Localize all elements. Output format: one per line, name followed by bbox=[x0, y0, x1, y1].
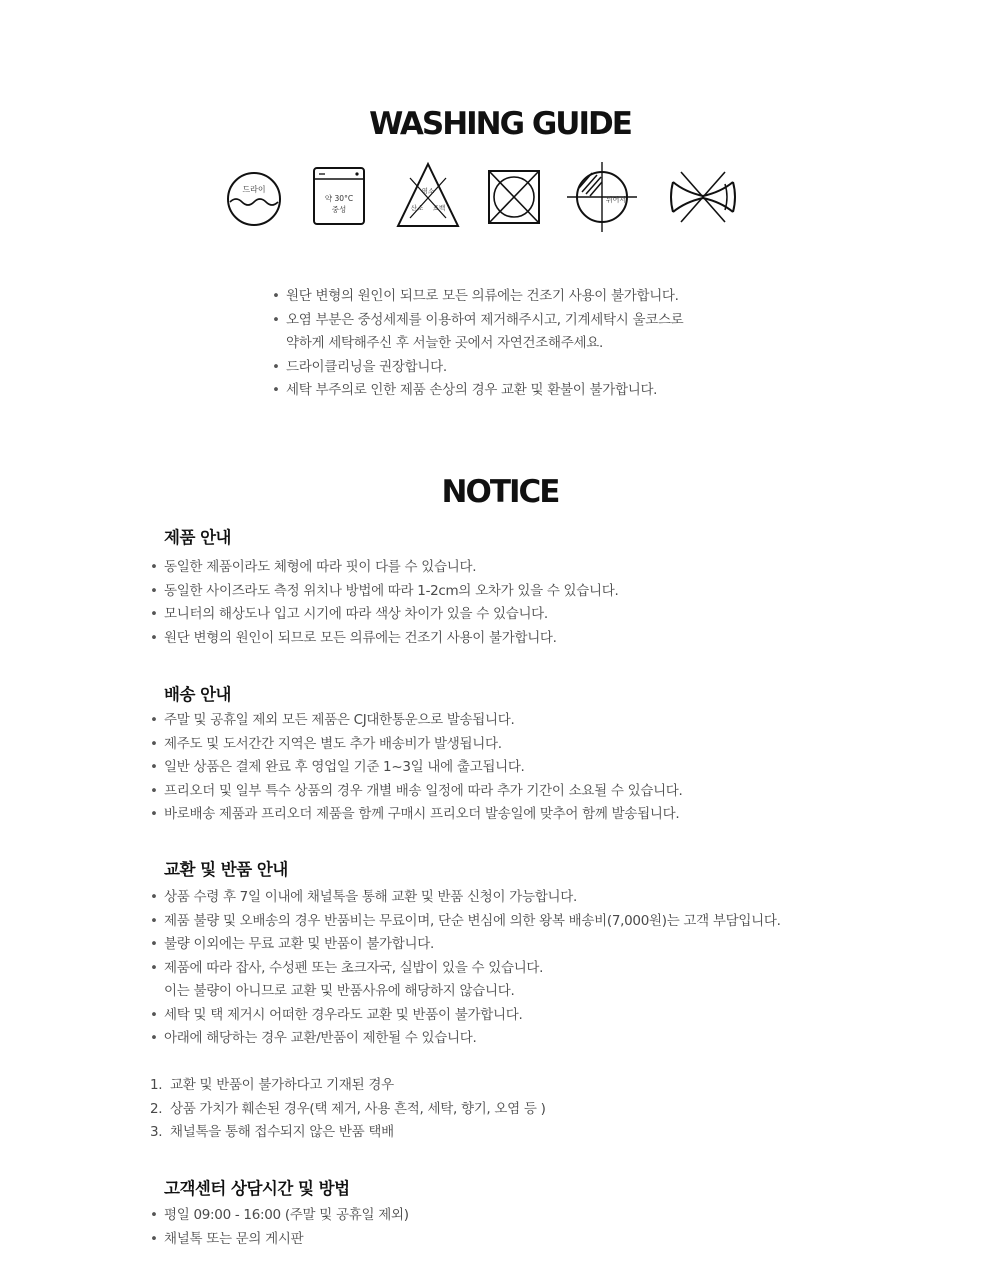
list-item: • 채널톡 또는 문의 게시판 bbox=[150, 1228, 409, 1252]
list-item: 약하게 세탁해주신 후 서늘한 곳에서 자연건조해주세요. bbox=[286, 335, 603, 351]
list-item: • 드라이클리닝을 권장합니다. bbox=[272, 356, 683, 380]
no-tumble-dry-icon bbox=[478, 156, 550, 236]
dry-clean-label: 드라이 bbox=[242, 185, 266, 194]
list-item: • 오염 부분은 중성세제를 이용하여 제거해주시고, 기계세탁시 울코스로 bbox=[272, 309, 683, 333]
customer-center-list bbox=[150, 1204, 409, 1251]
no-bleach-label-left: 산소 bbox=[410, 204, 424, 212]
hand-wash-label-top: 약 30°C bbox=[324, 194, 354, 203]
product-info-list bbox=[150, 556, 619, 650]
list-item: • 제품 불량 및 오배송의 경우 반품비는 무료이며, 단순 변심에 의한 왕복 배송비(7,000원)는 고객 부담입니다. bbox=[150, 910, 781, 934]
list-item: • 평일 09:00 - 16:00 (주말 및 공휴일 제외) bbox=[150, 1204, 409, 1228]
list-item: • 원단 변형의 원인이 되므로 모든 의류에는 건조기 사용이 불가합니다. bbox=[150, 627, 619, 651]
no-wring-icon bbox=[667, 156, 739, 236]
no-bleach-icon bbox=[392, 156, 464, 236]
exchange-return-heading: 교환 및 반품 안내 bbox=[164, 860, 288, 879]
list-item: • 모니터의 해상도나 입고 시기에 따라 색상 차이가 있을 수 있습니다. bbox=[150, 603, 619, 627]
product-info-heading: 제품 안내 bbox=[164, 528, 232, 547]
list-item bbox=[150, 1074, 546, 1098]
list-item: • 일반 상품은 결제 완료 후 영업일 기준 1~3일 내에 출고됩니다. bbox=[150, 756, 683, 780]
item-number: 1. bbox=[150, 1077, 163, 1093]
list-item: • 아래에 해당하는 경우 교환/반품이 제한될 수 있습니다. bbox=[150, 1027, 781, 1051]
washing-guide-title: WASHING GUIDE bbox=[369, 106, 631, 142]
no-bleach-label-top: 염소 bbox=[421, 187, 435, 195]
item-text: 교환 및 반품이 불가하다고 기재된 경우 bbox=[170, 1077, 394, 1093]
customer-center-heading: 고객센터 상담시간 및 방법 bbox=[164, 1179, 350, 1198]
exchange-return-list bbox=[150, 886, 781, 1051]
dry-clean-icon bbox=[218, 156, 290, 236]
list-item: • 주말 및 공휴일 제외 모든 제품은 CJ대한통운으로 발송됩니다. bbox=[150, 709, 683, 733]
hand-wash-label-bottom: 중성 bbox=[331, 205, 347, 214]
list-item: • 제주도 및 도서간간 지역은 별도 추가 배송비가 발생됩니다. bbox=[150, 733, 683, 757]
washing-notes bbox=[272, 285, 683, 403]
list-item: • 프리오더 및 일부 특수 상품의 경우 개별 배송 일정에 따라 추가 기간이 소요될 수 있습니다. bbox=[150, 780, 683, 804]
shade-flat-dry-label: 뉘어서 bbox=[605, 196, 627, 204]
item-number: 2. bbox=[150, 1100, 163, 1117]
list-item: 이는 불량이 아니므로 교환 및 반품사유에 해당하지 않습니다. bbox=[164, 983, 515, 999]
list-item: • 제품에 따라 잡사, 수성펜 또는 초크자국, 실밥이 있을 수 있습니다. bbox=[150, 957, 781, 981]
item-text: 상품 가치가 훼손된 경우(택 제거, 사용 흔적, 세탁, 향기, 오염 등 ) bbox=[170, 1100, 546, 1117]
list-item: • 상품 수령 후 7일 이내에 채널톡을 통해 교환 및 반품 신청이 가능합니다. bbox=[150, 886, 781, 910]
list-item: • 불량 이외에는 무료 교환 및 반품이 불가합니다. bbox=[150, 933, 781, 957]
item-text: 채널톡을 통해 접수되지 않은 반품 택배 bbox=[170, 1124, 394, 1140]
item-number: 3. bbox=[150, 1124, 163, 1140]
washing-icons bbox=[0, 156, 1000, 236]
no-bleach-label-right: 표백 bbox=[432, 204, 446, 212]
list-item: • 동일한 제품이라도 체형에 따라 핏이 다를 수 있습니다. bbox=[150, 556, 619, 580]
shipping-info-heading: 배송 안내 bbox=[164, 685, 232, 704]
return-restriction-list bbox=[150, 1074, 546, 1145]
list-item: • 세탁 및 택 제거시 어떠한 경우라도 교환 및 반품이 불가합니다. bbox=[150, 1004, 781, 1028]
list-item: • 동일한 사이즈라도 측정 위치나 방법에 따라 1-2cm의 오차가 있을 수 있습니다. bbox=[150, 580, 619, 604]
hand-wash-icon bbox=[303, 156, 375, 236]
list-item bbox=[150, 1121, 546, 1145]
list-item bbox=[150, 1098, 546, 1122]
list-item: • 세탁 부주의로 인한 제품 손상의 경우 교환 및 환불이 불가합니다. bbox=[272, 379, 683, 403]
shipping-info-list bbox=[150, 709, 683, 827]
shade-flat-dry-icon bbox=[566, 156, 638, 236]
list-item: • 원단 변형의 원인이 되므로 모든 의류에는 건조기 사용이 불가합니다. bbox=[272, 285, 683, 309]
notice-title: NOTICE bbox=[441, 474, 559, 510]
list-item: • 바로배송 제품과 프리오더 제품을 함께 구매시 프리오더 발송일에 맞추어 함께 발송됩니다. bbox=[150, 803, 683, 827]
